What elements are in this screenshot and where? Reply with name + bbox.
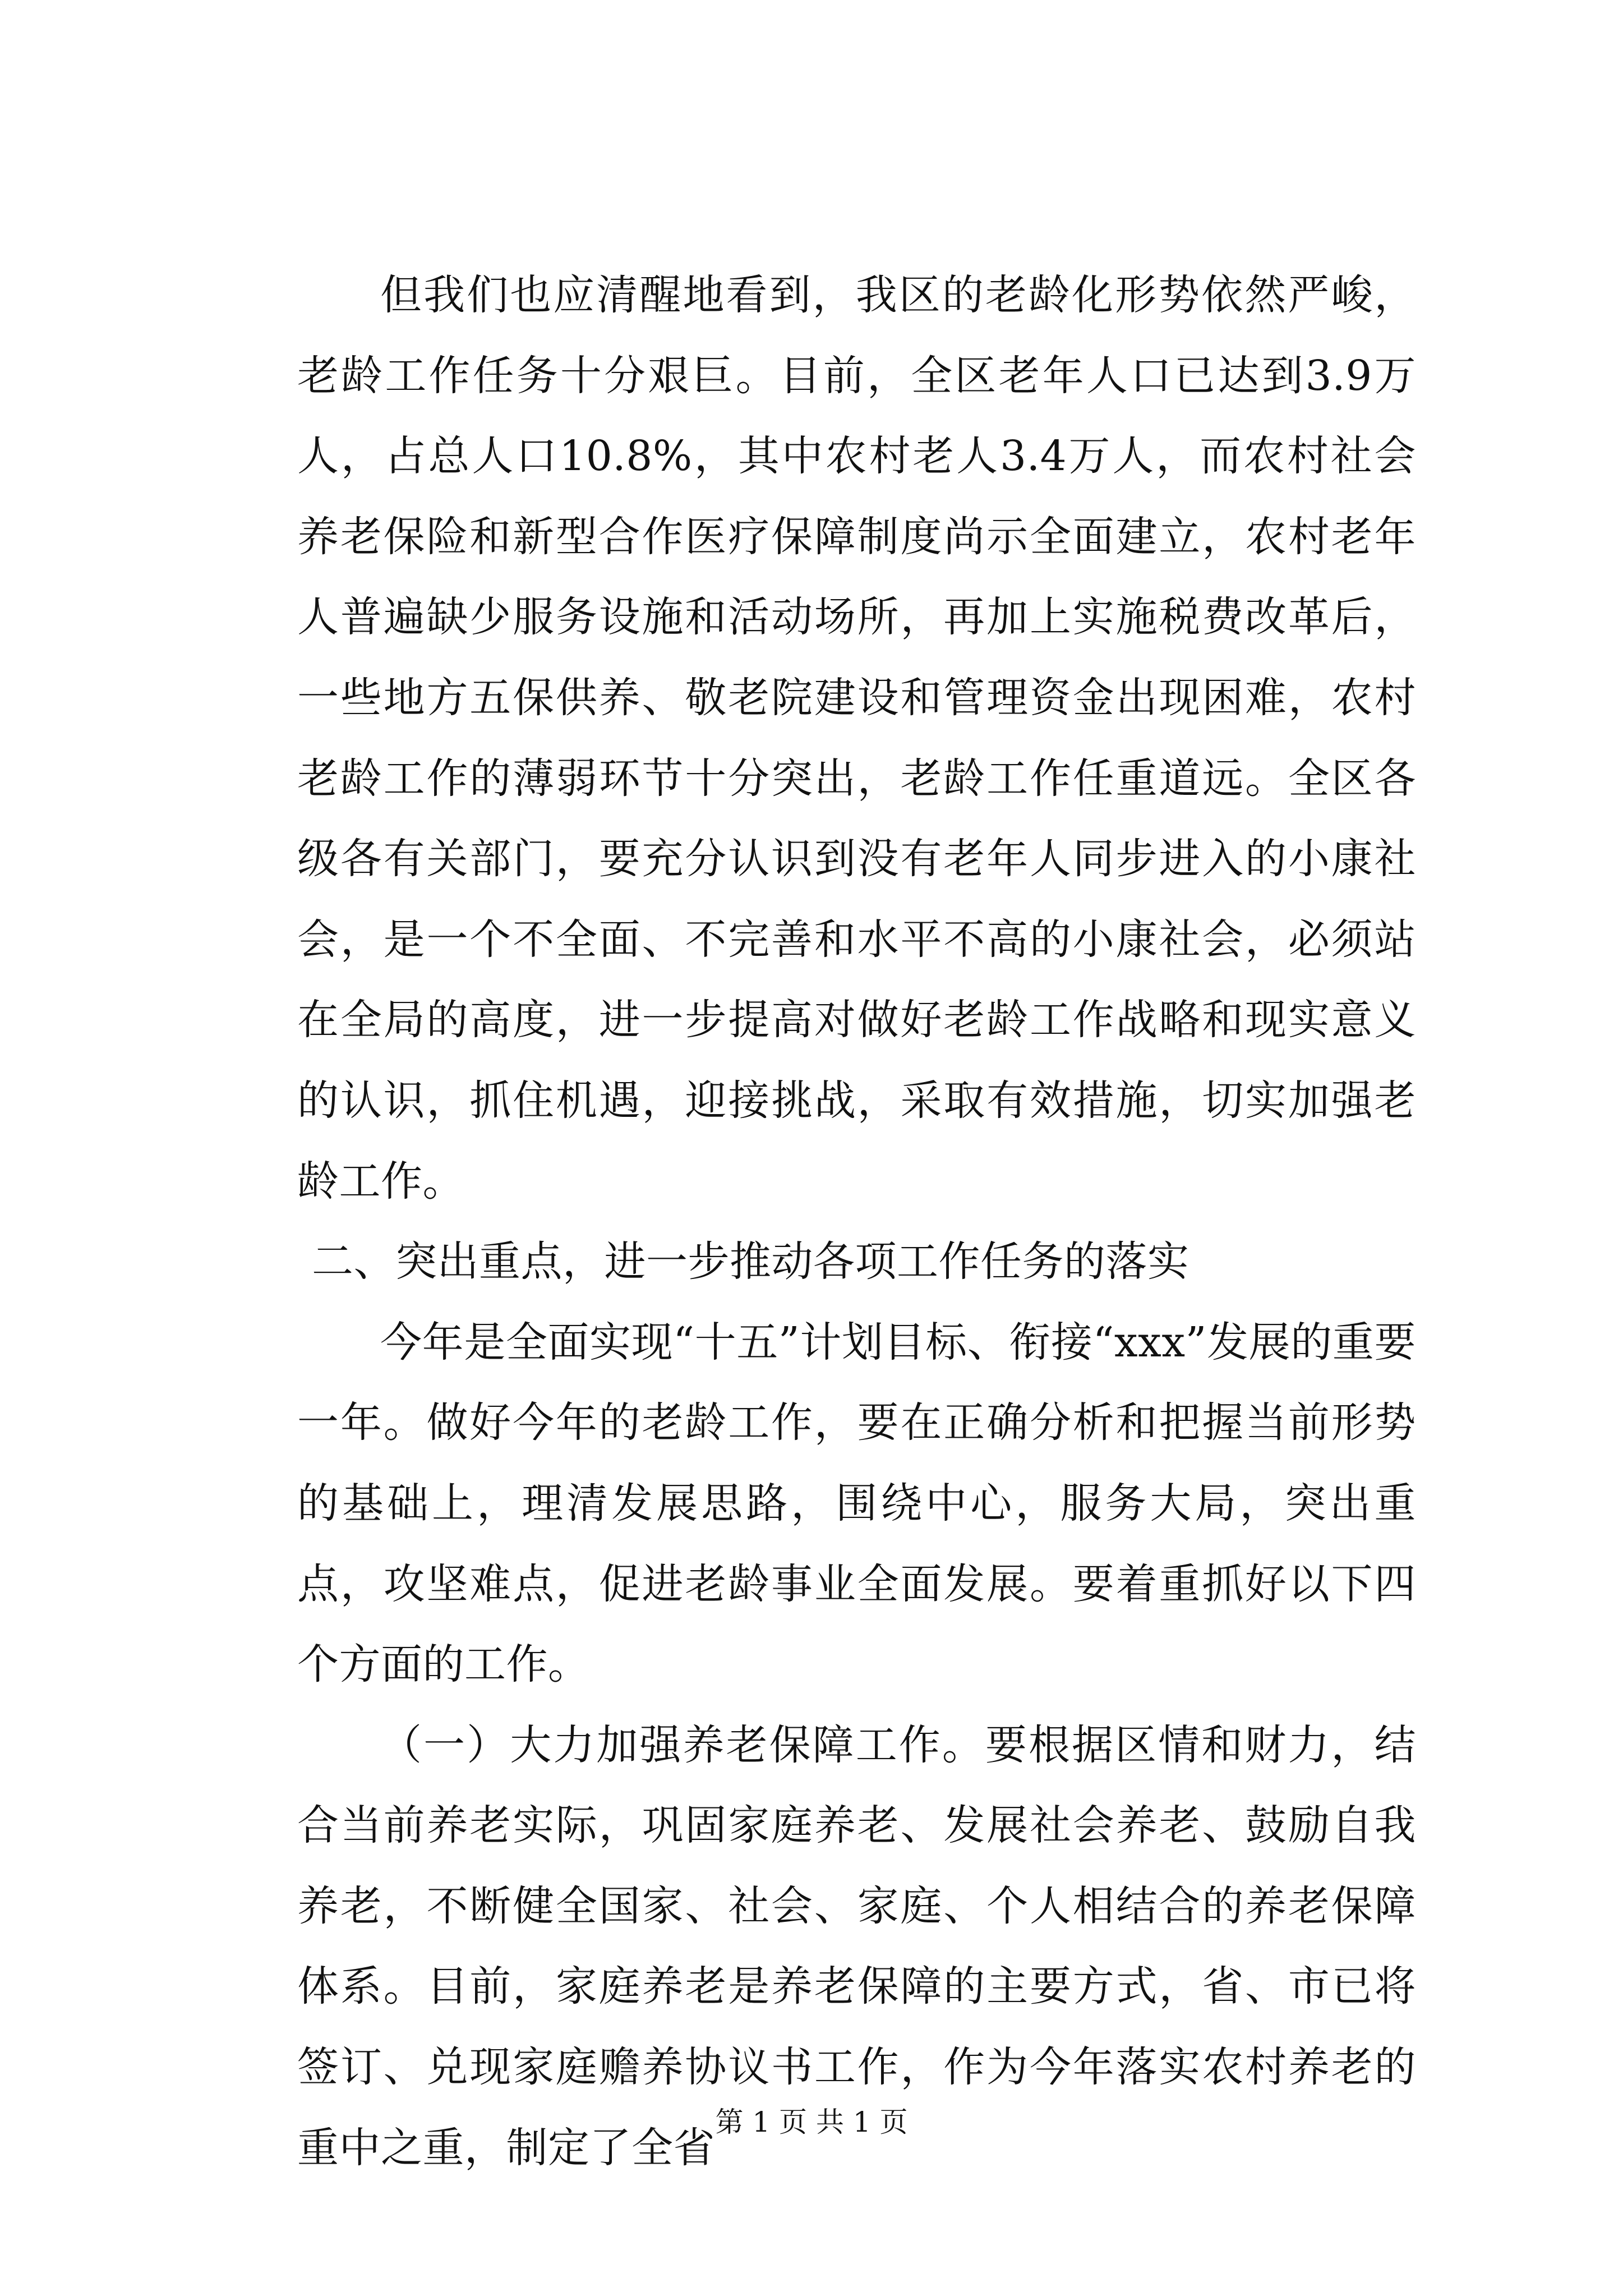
page-footer: 第 1 页 共 1 页: [715, 2106, 908, 2138]
paragraph-year-overview: 今年是全面实现“十五”计划目标、衔接“xxx”发展的重要一年。做好今年的老龄工作，要在正确分析和把握当前形势的基础上，理清发展思路，围绕中心，服务大局，突出重点，攻坚难点，促进老龄事业全面发展。要着重抓好以下四个方面的工作。: [297, 1318, 1416, 1689]
paragraph-aging-situation: 但我们也应清醒地看到，我区的老龄化形势依然严峻，老龄工作任务十分艰巨。目前，全区老年人口已达到3.9万人，占总人口10.8%，其中农村老人3.4万人，而农村社会养老保险和新型合作医疗保障制度尚示全面建立，农村老年人普遍缺少服务设施和活动场所，再加上实施税费改革后，一些地方五保供养、敬老院建设和管理资金出现困难，农村老龄工作的薄弱环节十分突出，老龄工作任重道远。全区各级各有关部门，要充分认识到没有老年人同步进入的小康社会，是一个不全面、不完善和水平不高的小康社会，必须站在全局的高度，进一步提高对做好老龄工作战略和现实意义的认识，抓住机遇，迎接挑战，采取有效措施，切实加强老龄工作。: [297, 271, 1416, 1205]
paragraph-pension-security: （一）大力加强养老保障工作。要根据区情和财力，结合当前养老实际，巩固家庭养老、发展社会养老、鼓励自我养老，不断健全国家、社会、家庭、个人相结合的养老保障体系。目前，家庭养老是养老保障的主要方式，省、市已将签订、兑现家庭赡养协议书工作，作为今年落实农村养老的重中之重，制定了全省: [297, 1720, 1416, 2172]
section-heading-two: 二、突出重点，进一步推动各项工作任务的落实: [312, 1237, 1189, 1286]
